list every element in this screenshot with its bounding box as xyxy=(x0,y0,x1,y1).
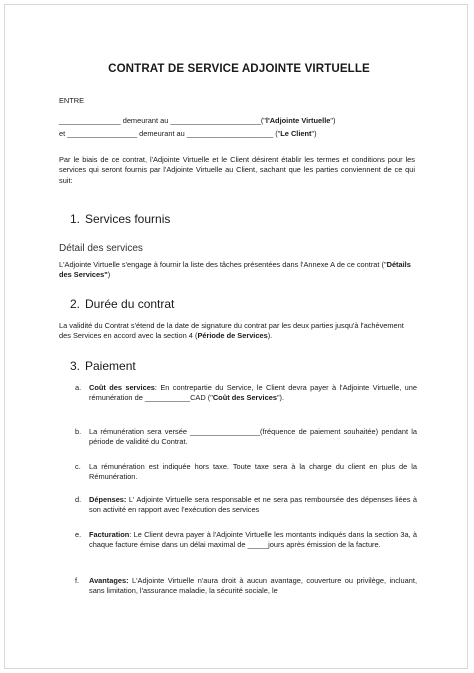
party1-role: l'Adjointe Virtuelle xyxy=(265,116,331,125)
party2-end-pre: (" xyxy=(273,129,281,138)
list-item-body xyxy=(89,576,417,597)
entre-label: ENTRE xyxy=(59,96,85,105)
section2-title: Durée du contrat xyxy=(85,297,175,311)
party-virtual-assistant xyxy=(59,116,415,126)
details-text: L'Adjointe Virtuelle s'engage à fournir la liste des tâches présentées dans l'Annexe A de ce contrat (" xyxy=(59,260,387,269)
list-item-letter: d. xyxy=(75,495,82,504)
list-item-bold2: Coût des Services xyxy=(212,393,277,403)
details-paragraph xyxy=(59,260,415,281)
list-item-body xyxy=(89,383,417,404)
list-item-letter: c. xyxy=(75,462,81,471)
list-item-bold: Coût des services xyxy=(89,383,155,392)
list-item-bold: Dépenses: xyxy=(89,495,127,504)
party2-blank[interactable]: _________________ xyxy=(67,129,138,138)
intro-paragraph: Par le biais de ce contrat, l'Adjointe Virtuelle et le Client désirent établir les termes et conditions pour les services qui seront fournis par l'Adjointe Virtuelle au Client, sachant que les parties conviennent de ce qui suit: xyxy=(59,155,415,185)
party1-address-blank[interactable]: ______________________ xyxy=(170,116,261,125)
list-item-text: : En contrepartie du Service, le Client devra payer à l'Adjointe Virtuelle, une rémunération de ___________CAD (" xyxy=(89,383,417,403)
validity-paragraph xyxy=(59,321,415,342)
list-item-letter: a. xyxy=(75,383,82,392)
party2-address-blank[interactable]: _____________________ xyxy=(186,129,274,138)
list-item-text: L'Adjointe Virtuelle n'aura droit à aucun avantage, couverture ou privilège, incluant, sans limitation, l'assurance maladie, la sécurité sociale, le xyxy=(89,576,417,596)
list-item xyxy=(75,495,417,516)
party1-blank[interactable]: _______________ xyxy=(59,116,121,125)
section3-number: 3. xyxy=(70,359,81,373)
party2-role: Le Client xyxy=(280,129,312,138)
section1-title: Services fournis xyxy=(85,212,171,226)
list-item xyxy=(75,427,417,448)
party1-end-post: ") xyxy=(330,116,336,125)
list-item-letter: b. xyxy=(75,427,82,436)
validity-post: ). xyxy=(267,331,273,341)
list-item-body xyxy=(89,427,417,448)
document-page xyxy=(4,4,468,669)
list-item xyxy=(75,576,417,597)
list-item-body xyxy=(89,495,417,516)
list-item-letter: e. xyxy=(75,530,82,539)
section-heading-payment xyxy=(70,359,136,373)
details-bold: Détails des Services" xyxy=(59,260,411,280)
party-client xyxy=(59,129,415,139)
details-post: ) xyxy=(107,270,111,280)
list-item-text: La rémunération sera versée _________________(fréquence de paiement souhaitée) pendant la période de validité du Contrat. xyxy=(89,427,417,447)
list-item xyxy=(75,462,417,483)
subsection-heading-details: Détail des services xyxy=(59,243,143,254)
validity-bold: Période de Services xyxy=(197,331,268,341)
section2-number: 2. xyxy=(70,297,81,311)
party2-end-post: ") xyxy=(311,129,317,138)
party2-pre: et xyxy=(59,129,68,138)
list-item-bold: Avantages: xyxy=(89,576,129,585)
section3-title: Paiement xyxy=(85,359,136,373)
list-item-text: L' Adjointe Virtuelle sera responsable et ne sera pas remboursée des dépenses liées à son activité en rapport avec l'exécution des services xyxy=(89,495,417,515)
section-heading-duration xyxy=(70,297,174,311)
list-item-letter: f. xyxy=(75,576,80,585)
party1-text: demeurant au xyxy=(120,116,171,125)
party2-text: demeurant au xyxy=(137,129,187,138)
list-item-text: La rémunération est indiquée hors taxe. Toute taxe sera à la charge du client en plus de la Rémunération. xyxy=(89,462,417,482)
list-item xyxy=(75,530,417,551)
validity-text: La validité du Contrat s'étend de la date de signature du contrat par les deux parties jusqu'à l'achèvement des Services en accord avec la section 4 ( xyxy=(59,321,404,341)
list-item-body xyxy=(89,530,417,551)
party1-end-pre: (" xyxy=(260,116,266,125)
list-item-bold: Facturation xyxy=(89,530,130,539)
list-item-text2: "). xyxy=(276,393,285,403)
list-item-body xyxy=(89,462,417,483)
section-heading-services xyxy=(70,212,170,226)
list-item xyxy=(75,383,417,404)
document-title: CONTRAT DE SERVICE ADJOINTE VIRTUELLE xyxy=(108,62,370,75)
section1-number: 1. xyxy=(70,212,81,226)
list-item-text: : Le Client devra payer à l'Adjointe Virtuelle les montants indiqués dans la section 3a, à chaque facture émise dans un délai maximal de _____jours après émission de la facture. xyxy=(89,530,417,550)
